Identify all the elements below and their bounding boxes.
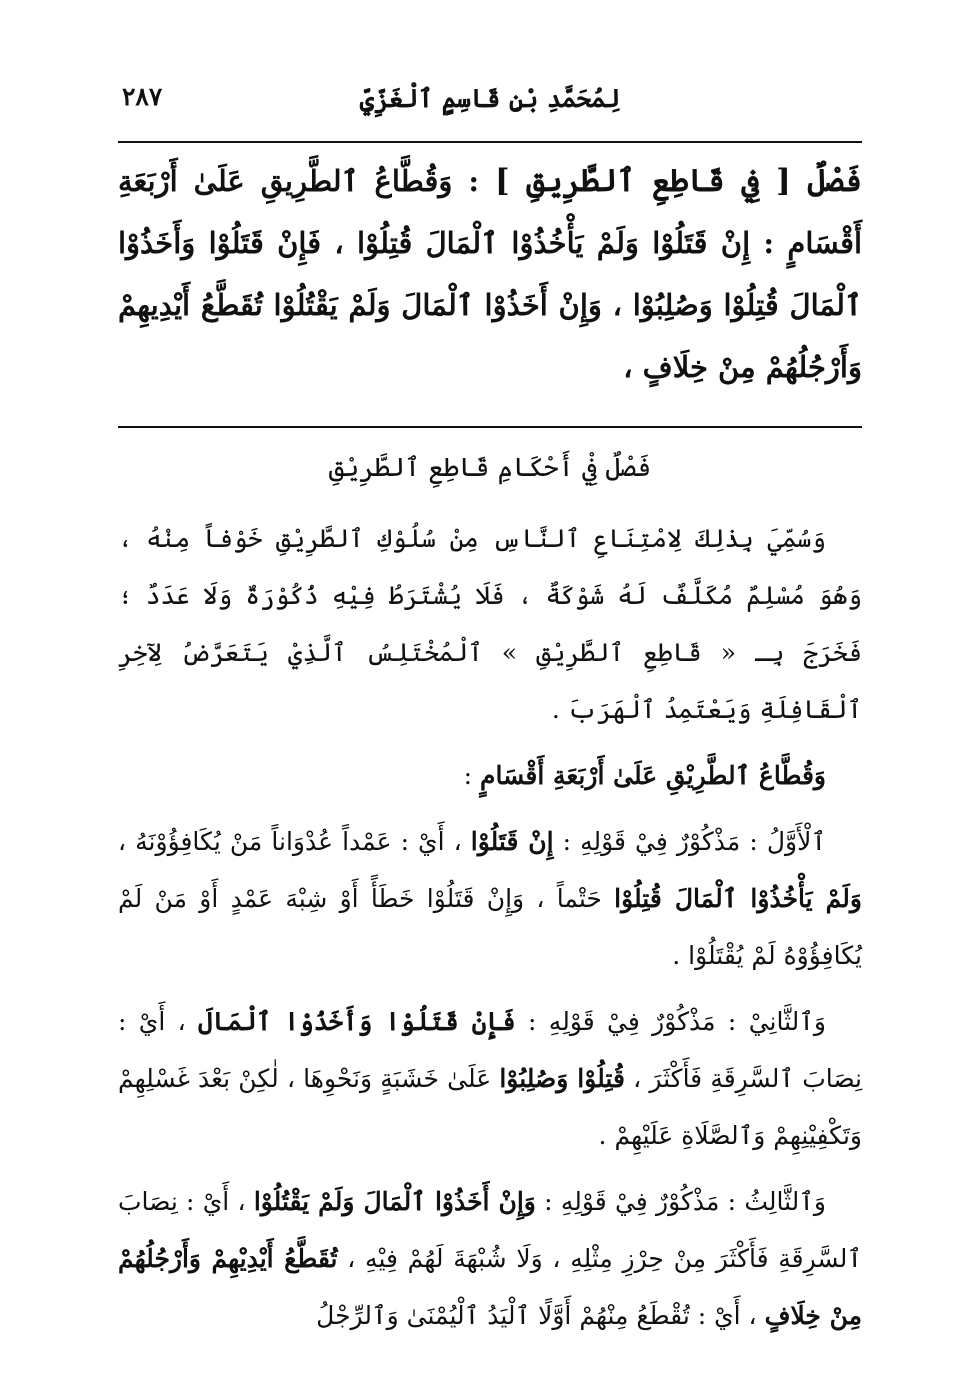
- quoted-matn: وَإِنْ أَخَذُوْا ٱلْمَالَ وَلَمْ يَقْتُلُوْا: [253, 1187, 536, 1216]
- quoted-matn: وَقُطَّاعُ ٱلطَّرِيْقِ عَلَىٰ أَرْبَعَةِ أَقْسَامٍ: [479, 761, 826, 790]
- section-title: فَصْلٌ فِيْ أَحْكَامِ قَاطِعِ ٱلطَّرِيْقِ: [328, 453, 652, 483]
- matn-body: : وَقُطَّاعُ ٱلطَّرِيقِ عَلَىٰ أَرْبَعَةِ أَقْسَامٍ : إِنْ قَتَلُوْا وَلَمْ يَأْخُذُوْا ٱلْمَالَ قُتِلُوْا ، فَإِنْ قَتَلُوْا وَأَخَذُوْا ٱلْمَالَ قُتِلُوْا وَصُلِبُوْا ، وَإِنْ أَخَذُوْا ٱلْمَالَ وَلَمْ يَقْتُلُوْا تُقَطَّعُ أَيْدِيهِمْ وَأَرْجُلُهُمْ مِنْ خِلَافٍ ،: [118, 164, 862, 384]
- quoted-matn: وَلَمْ يَأْخُذُوْا ٱلْمَالَ قُتِلُوْا: [614, 884, 862, 913]
- quoted-matn: تُقَطَّعُ أَيْدِيْهِمْ وَأَرْجُلُهُمْ مِنْ خِلَافٍ: [118, 1244, 862, 1330]
- page-number: ٢٨٧: [122, 82, 163, 111]
- paragraph-text: ٱلْأَوَّلُ : مَذْكُوْرٌ فِيْ قَوْلِهِ :: [553, 827, 827, 856]
- paragraph-text: ، أَيْ : نِصَابَ ٱلسَّرِقَةِ فَأَكْثَرَ ،: [118, 1007, 862, 1093]
- paragraph-text: ، أَيْ : عَمْداً عُدْوَاناً مَنْ يُكَافِؤُوْنَهُ ،: [118, 827, 471, 856]
- paragraph-text: حَتْماً ، وَإِنْ قَتَلُوْا خَطَأً أَوْ شِبْهَ عَمْدٍ أَوْ مَنْ لَمْ يُكَافِؤُوْهُ لَمْ يُقْتَلُوْا .: [118, 884, 862, 970]
- commentary-paragraph-2: [118, 747, 862, 804]
- commentary-paragraph-1: وَسُمِّيَ بِذٰلِكَ لِامْتِنَاعِ ٱلنَّاسِ مِنْ سُلُوْكِ ٱلطَّرِيْقِ خَوْفاً مِنْهُ ، وَهُوَ مُسْلِمٌ مُكَلَّفٌ لَهُ شَوْكَةٌ ، فَلَا يُشْتَرَطُ فِيْهِ ذُكُوْرَةٌ وَلَا عَدَدٌ ؛ فَخَرَجَ بِـ « قَاطِعِ ٱلطَّرِيْقِ » ٱلْمُخْتَلِسُ ٱلَّذِيْ يَتَعَرَّضُ لِآخِرِ ٱلْقَافِلَةِ وَيَعْتَمِدُ ٱلْهَرَبَ .: [118, 524, 862, 724]
- matn-divider: [118, 426, 862, 428]
- paragraph-text: عَلَىٰ خَشَبَةٍ وَنَحْوِهَا ، لٰكِنْ بَعْدَ غَسْلِهِمْ وَتَكْفِيْنِهِمْ وَٱلصَّلَاةِ عَلَيْهِمْ .: [118, 1064, 862, 1150]
- paragraph-text: وَٱلثَّالِثُ : مَذْكُوْرٌ فِيْ قَوْلِهِ :: [535, 1187, 826, 1216]
- quoted-matn: قُتِلُوْا وَصُلِبُوْا: [499, 1064, 625, 1093]
- running-header: [118, 78, 862, 126]
- paragraph-text: وَٱلثَّانِيْ : مَذْكُوْرٌ فِيْ قَوْلِهِ :: [515, 1007, 826, 1036]
- commentary: [118, 510, 862, 1353]
- commentary-paragraph-3: [118, 813, 862, 984]
- matn-heading: فَصْلٌ [ فِي قَاطِعِ ٱلطَّرِيقِ ]: [495, 163, 862, 199]
- running-title: لِمُحَمَّدِ بْنِ قَاسِمٍ ٱلْغَزِّيِّ: [359, 84, 621, 113]
- quoted-matn: إِنْ قَتَلُوْا: [470, 827, 554, 856]
- paragraph-text: ، أَيْ : نِصَابَ ٱلسَّرِقَةِ فَأَكْثَرَ مِنْ حِرْزِ مِثْلِهِ ، وَلَا شُبْهَةَ لَهُمْ فِيْهِ ،: [118, 1187, 862, 1273]
- commentary-paragraph-4: [118, 993, 862, 1164]
- commentary-paragraph-5: [118, 1173, 862, 1344]
- paragraph-text: ، أَيْ : تُقْطَعُ مِنْهُمْ أَوَّلًا ٱلْيَدُ ٱلْيُمْنَىٰ وَٱلرِّجْلُ: [316, 1301, 765, 1330]
- quoted-matn: فَإِنْ قَتَلُوْا وَأَخَذُوْا ٱلْمَالَ: [198, 1007, 516, 1036]
- header-divider: [118, 141, 862, 143]
- paragraph-text: :: [463, 761, 480, 790]
- matn-text: [118, 150, 862, 398]
